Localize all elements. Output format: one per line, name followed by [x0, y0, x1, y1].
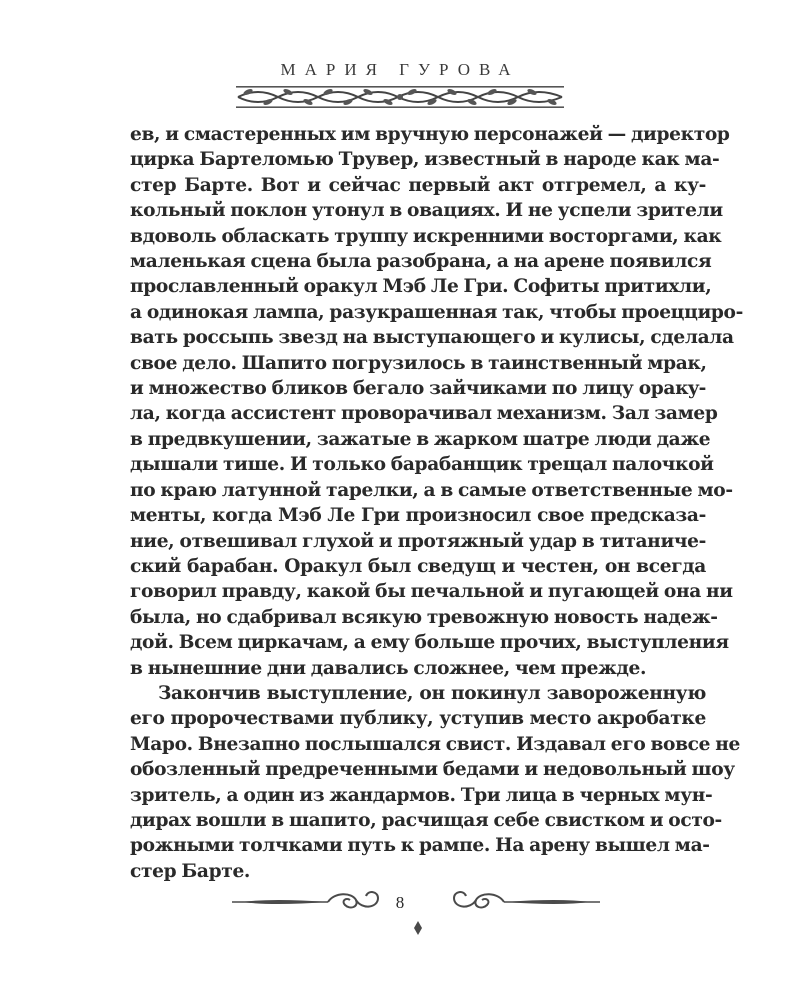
text-line: стер Барте. Вот и сейчас первый акт отгремел, а ку-	[130, 174, 706, 196]
text-line: дышали тише. И только барабанщик трещал палочкой	[130, 454, 714, 476]
text-line: ние, отвешивал глухой и протяжный удар в титаниче-	[130, 530, 706, 552]
text-line: была, но сдабривал всякую тревожную новость надеж-	[130, 606, 718, 628]
text-line: Маро. Внезапно послышался свист. Издавал его вовсе не	[130, 733, 740, 755]
text-line: Закончив выступление, он покинул завороженную	[158, 682, 706, 704]
text-line: дирах вошли в шапито, расчищая себе свистком и осто-	[130, 809, 722, 831]
text-line: и множество бликов бегало зайчиками по лицу оракy-	[130, 378, 706, 400]
text-line: вдоволь обласкать труппу искренними восторгами, как	[130, 225, 722, 247]
text-line: ла, когда ассистент проворачивал механизм. Зал замер	[130, 403, 718, 425]
running-head-author: МАРИЯ ГУРОВА	[280, 60, 520, 79]
text-line: зритель, а один из жандармов. Три лица в черных мун-	[130, 784, 713, 806]
text-line: его пророчествами публику, уступив место акробатке	[130, 708, 706, 730]
diamond-drop-icon	[413, 920, 423, 939]
text-line: маленькая сцена была разобрана, а на арене появился	[130, 251, 712, 273]
page-number: 8	[395, 893, 405, 912]
text-line: цирка Бартеломью Трувер, известный в народе как ма-	[130, 149, 720, 171]
text-line: в предвкушении, зажатые в жарком шатре люди даже	[130, 428, 711, 450]
text-line: рожными толчками путь к рампе. На арену вышел ма-	[130, 835, 710, 857]
text-line: а одинокая лампа, разукрашенная так, чтобы проецциро-	[130, 301, 743, 323]
text-line: ский барабан. Оракул был сведущ и честен, он всегда	[130, 555, 706, 577]
text-line: вать россыпь звезд на выступающего и кулисы, сделала	[130, 327, 734, 349]
text-line: прославленный оракул Мэб Ле Гри. Софиты притихли,	[130, 276, 712, 298]
text-line: менты, когда Мэб Ле Гри произносил свое предсказа-	[130, 505, 706, 527]
text-line: ев, и смастеренных им вручную персонажей — директор	[130, 124, 730, 145]
text-line: дой. Всем циркачам, а ему больше прочих, выступления	[130, 632, 729, 654]
text-line: в нынешние дни давались сложнее, чем прежде.	[130, 657, 647, 679]
text-line: обозленный предреченными бедами и недовольный шоу	[130, 759, 735, 781]
text-line: кольный поклон утонул в овациях. И не успели зрители	[130, 200, 723, 222]
floral-vine-border-icon	[236, 86, 564, 112]
scroll-flourish-right-icon	[450, 888, 600, 920]
text-line: по краю латунной тарелки, а в самые ответственные мо-	[130, 479, 733, 501]
text-line: свое дело. Шапито погрузилось в таинственный мрак,	[130, 352, 707, 374]
text-line: стер Барте.	[130, 860, 251, 882]
text-line: говорил правду, какой бы печальной и пугающей она ни	[130, 581, 733, 603]
body-text	[130, 122, 743, 884]
